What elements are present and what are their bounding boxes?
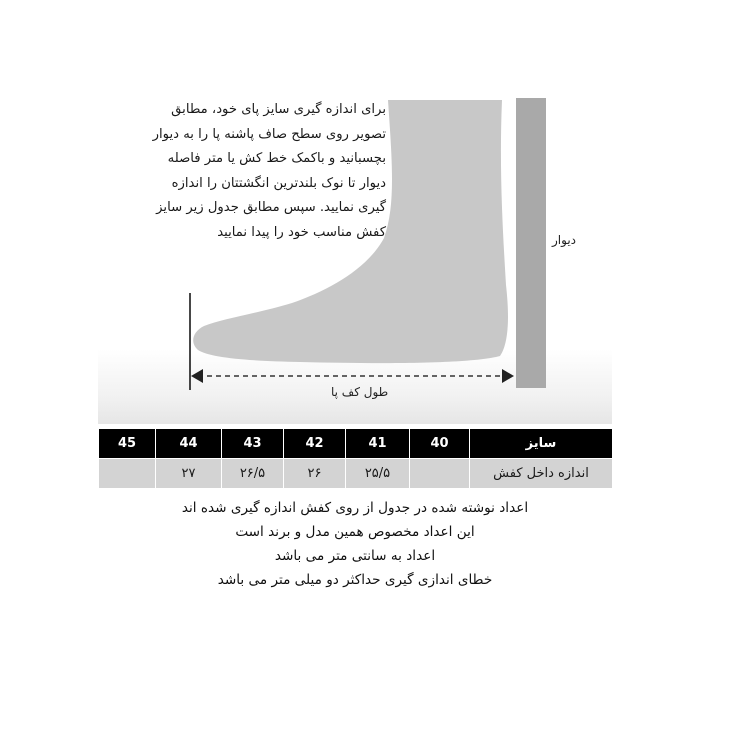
notes-block	[98, 496, 612, 592]
note-line: اعداد نوشته شده در جدول از روی کفش اندازه گیری شده اند	[181, 500, 529, 516]
inner-length-cell: ۲۶/۵	[222, 459, 284, 489]
inner-length-cell: ۲۶	[284, 459, 346, 489]
inner-length-cell: ۲۷	[156, 459, 222, 489]
wall-label: دیوار	[552, 233, 577, 247]
inner-length-cell	[410, 459, 470, 489]
size-cell: 45	[99, 429, 156, 459]
inner-length-cell	[99, 459, 156, 489]
inner-length-row-label: اندازه داخل کفش	[470, 459, 613, 489]
inner-length-cell: ۲۵/۵	[346, 459, 410, 489]
inner-length-row	[99, 459, 613, 489]
note-line: خطای اندازی گیری حداکثر دو میلی متر می باشد	[217, 572, 493, 588]
size-cell: 44	[156, 429, 222, 459]
size-cell: 40	[410, 429, 470, 459]
arrow-left-icon	[191, 369, 203, 383]
size-cell: 42	[284, 429, 346, 459]
size-cell: 43	[222, 429, 284, 459]
size-table	[98, 428, 613, 489]
note-line: اعداد به سانتی متر می باشد	[274, 548, 436, 564]
size-row	[99, 429, 613, 459]
measurement-instructions: برای اندازه گیری سایز پای خود، مطابق تصویر روی سطح صاف پاشنه پا را به دیوار بچسبانید و باکمک خط کش یا متر فاصله دیوار تا نوک بلندترین انگشتتان را اندازه گیری نمایید. سپس مطابق جدول زیر سایز کفش مناسب خود را پیدا نمایید	[152, 102, 386, 240]
foot-length-label: طول کف پا	[331, 385, 389, 399]
size-cell: 41	[346, 429, 410, 459]
wall	[516, 98, 546, 388]
note-line: این اعداد مخصوص همین مدل و برند است	[235, 524, 475, 540]
arrow-right-icon	[502, 369, 514, 383]
size-row-label: سایز	[470, 429, 613, 459]
